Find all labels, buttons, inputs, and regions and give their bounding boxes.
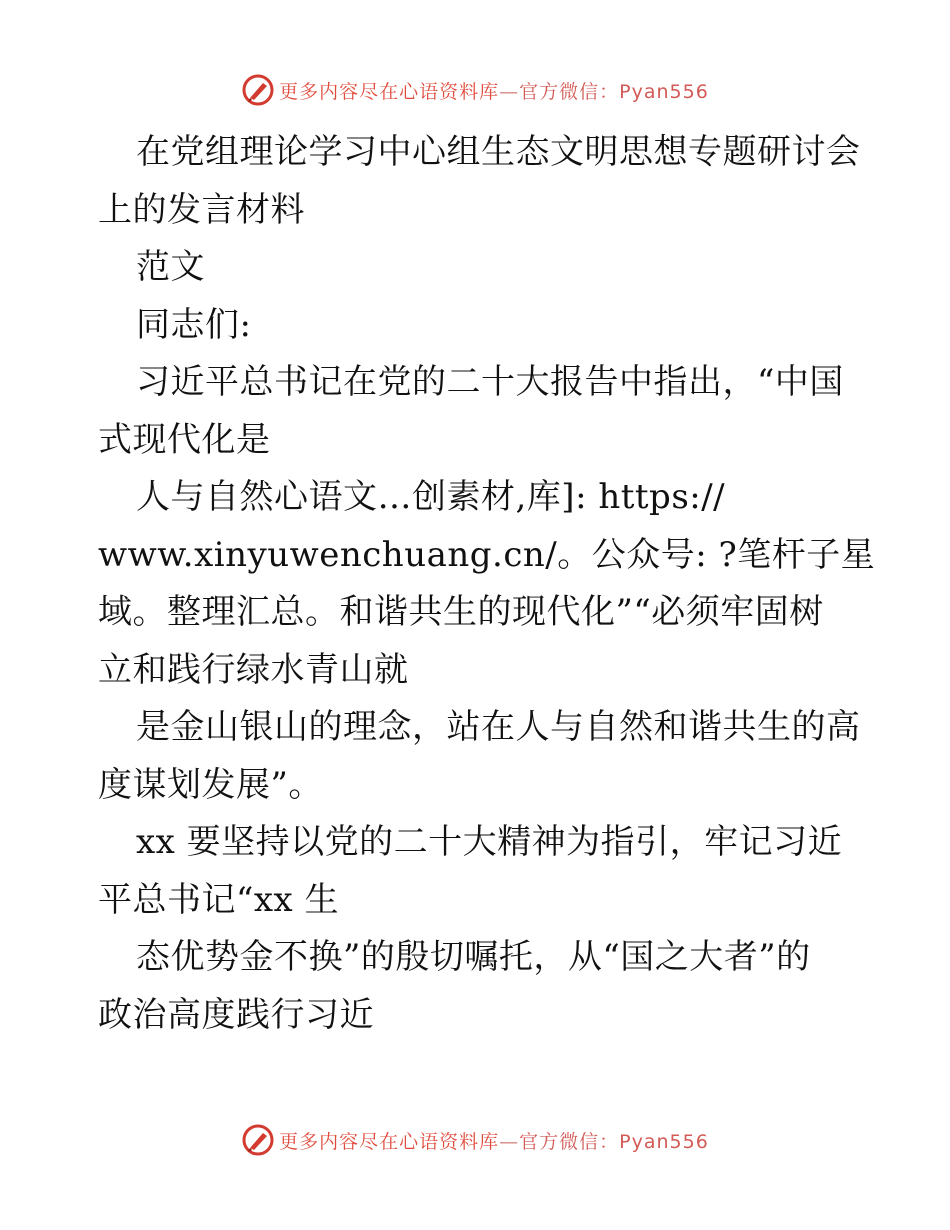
document-line: www.xinyuwenchuang.cn/。公众号: ?笔杆子星 [98, 534, 876, 575]
watermark-text [279, 77, 709, 104]
document-line: 度谋划发展”。 [98, 764, 323, 805]
document-line: 立和践行绿水青山就 [98, 649, 409, 690]
document-line: 同志们: [136, 304, 252, 345]
document-line: 式现代化是 [98, 419, 271, 460]
watermark-main: 更多内容尽在心语资料库 [279, 1130, 500, 1153]
document-line: xx 要坚持以党的二十大精神为指引，牢记习近 [136, 822, 843, 862]
document-line: 域。整理汇总。和谐共生的现代化”“必须牢固树 [98, 592, 824, 632]
watermark-dash: — [499, 80, 520, 103]
watermark-text [279, 1127, 709, 1154]
document-line: 政治高度践行习近 [98, 994, 374, 1035]
header-watermark [0, 70, 950, 110]
footer-watermark [0, 1120, 950, 1160]
watermark-contact: 官方微信：Pyan556 [519, 1130, 709, 1153]
document-line: 是金山银山的理念，站在人与自然和谐共生的高 [136, 707, 861, 747]
pen-logo-icon [241, 73, 275, 107]
document-line: 范文 [136, 247, 205, 287]
pen-logo-icon [241, 1123, 275, 1157]
document-line: 人与自然心语文…创素材,库]: https:// [136, 477, 726, 517]
document-line: 态优势金不换”的殷切嘱托，从“国之大者”的 [136, 937, 811, 977]
document-line: 在党组理论学习中心组生态文明思想专题研讨会 [136, 132, 861, 172]
watermark-contact: 官方微信：Pyan556 [519, 80, 709, 103]
watermark-dash: — [499, 1130, 520, 1153]
document-body [98, 124, 876, 1044]
document-line: 习近平总书记在党的二十大报告中指出，“中国 [136, 362, 844, 402]
watermark-main: 更多内容尽在心语资料库 [279, 80, 500, 103]
document-line: 平总书记“xx 生 [98, 879, 340, 920]
document-line: 上的发言材料 [98, 189, 305, 230]
